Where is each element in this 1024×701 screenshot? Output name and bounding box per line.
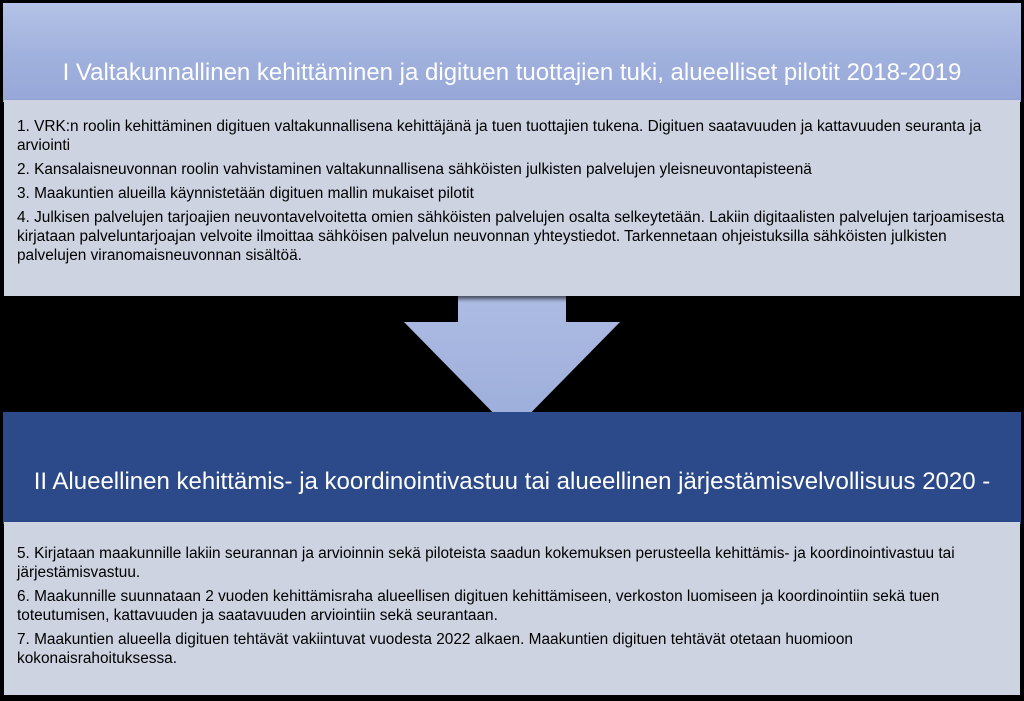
stage-2-title	[3, 412, 1021, 524]
stage-1-item-list	[4, 100, 1020, 296]
stage-2-item-7: 7. Maakuntien alueella digituen tehtävät vakiintuvat vuodesta 2022 alkaen. Maakuntien digituen tehtävät otetaan huomioon kokonaisrahoituksessa.	[17, 631, 853, 667]
stage-1-item-2: 2. Kansalaisneuvonnan roolin vahvistaminen valtakunnallisena sähköisten julkisten palvelujen yleisneuvontapisteenä	[17, 161, 812, 178]
stage-1-item-3: 3. Maakuntien alueilla käynnistetään digituen mallin mukaiset pilotit	[17, 185, 474, 202]
stage-2-item-list	[4, 522, 1020, 695]
stage-1-item-1: 1. VRK:n roolin kehittäminen digituen valtakunnallisena kehittäjänä ja tuen tuottajien tukena. Digituen saatavuuden ja kattavuuden seuranta ja arviointi	[17, 118, 982, 154]
stage-2-item-5: 5. Kirjataan maakunnille lakiin seurannan ja arvioinnin sekä piloteista saadun kokemuksen perusteella kehittämis- ja koordinointivastuu tai järjestämisvastuu.	[17, 545, 955, 581]
stage-1-title-text: I Valtakunnallinen kehittäminen ja digituen tuottajien tuki, alueelliset pilotit 2018-2019	[62, 58, 962, 86]
stage-2-title-text: II Alueellinen kehittämis- ja koordinointivastuu tai alueellinen järjestämisvelvollisuus 2020 -	[33, 468, 991, 495]
arrow-body	[404, 285, 620, 432]
stage-2-item-6: 6. Maakunnille suunnataan 2 vuoden kehittämisraha alueellisen digituen kehittämiseen, verkoston luomiseen ja koordinointiin sekä tuen toteutumisen, kattavuuden ja saatavuuden arviointiin sekä seurantaan.	[17, 588, 940, 624]
stage-1-item-4: 4. Julkisen palvelujen tarjoajien neuvontavelvoitetta omien sähköisten palvelujen osalta selkeytetään. Lakiin digitaalisten palvelujen tarjoamisesta kirjataan palveluntarjoajan velvoite ilmoittaa sähköisen palvelun neuvonnan yhteystiedot. Tarkennetaan ohjeistuksilla sähköisten julkisten palvelujen viranomaisneuvonnan sisältöä.	[17, 209, 1005, 264]
stage-1-title	[3, 3, 1021, 102]
